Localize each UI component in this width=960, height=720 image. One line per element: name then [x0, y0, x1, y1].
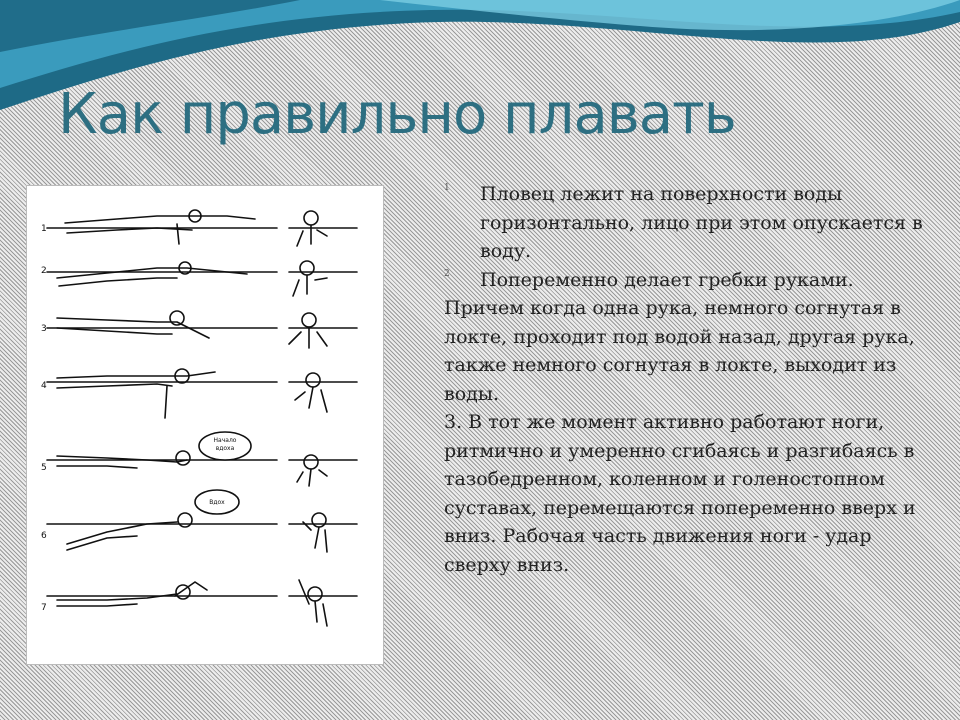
list-number: 1 [444, 183, 450, 193]
bubble-5-line2: вдоха [215, 445, 235, 452]
list-text: Попеременно делает гребки руками. [480, 268, 854, 291]
body-paragraph: Причем когда одна рука, немного согнутая в локте, проходит под водой назад, другая рука, также немного согнутая в локте, выходит из воды. [444, 297, 915, 405]
bubble-5-line1: Начало [213, 437, 237, 444]
stroke-phase-1 [41, 210, 357, 246]
stroke-phase-6 [41, 490, 357, 552]
body-paragraph: 3. В тот же момент активно работают ноги, ритмично и умеренно сгибаясь и разгибаясь в тазобедренном, коленном и голеностопном суставах, перемещаются попеременно вверх и вниз. Рабочая часть движения ноги - удар сверху вниз. [444, 411, 916, 576]
list-item [444, 180, 934, 266]
stroke-phase-7 [41, 580, 357, 626]
row-label-7: 7 [41, 603, 47, 613]
row-label-6: 6 [41, 531, 47, 541]
stroke-phase-2 [41, 261, 357, 296]
swimming-crawl-stroke-diagram-icon [27, 186, 383, 664]
row-label-4: 4 [41, 381, 47, 391]
row-label-2: 2 [41, 266, 47, 276]
bubble-6-line1: Вдох [209, 499, 225, 506]
stroke-phase-5 [41, 432, 357, 486]
row-label-5: 5 [41, 463, 47, 473]
list-item [444, 266, 934, 295]
list-number: 2 [444, 268, 450, 279]
swimming-diagram [26, 185, 384, 665]
row-label-3: 3 [41, 324, 47, 334]
description-text [444, 180, 934, 579]
stroke-phase-3 [41, 311, 357, 348]
slide-title: Как правильно плавать [58, 82, 736, 147]
row-label-1: 1 [41, 224, 47, 234]
list-text: Пловец лежит на поверхности воды горизонтально, лицо при этом опускается в воду. [480, 183, 923, 262]
stroke-phase-4 [41, 369, 357, 418]
